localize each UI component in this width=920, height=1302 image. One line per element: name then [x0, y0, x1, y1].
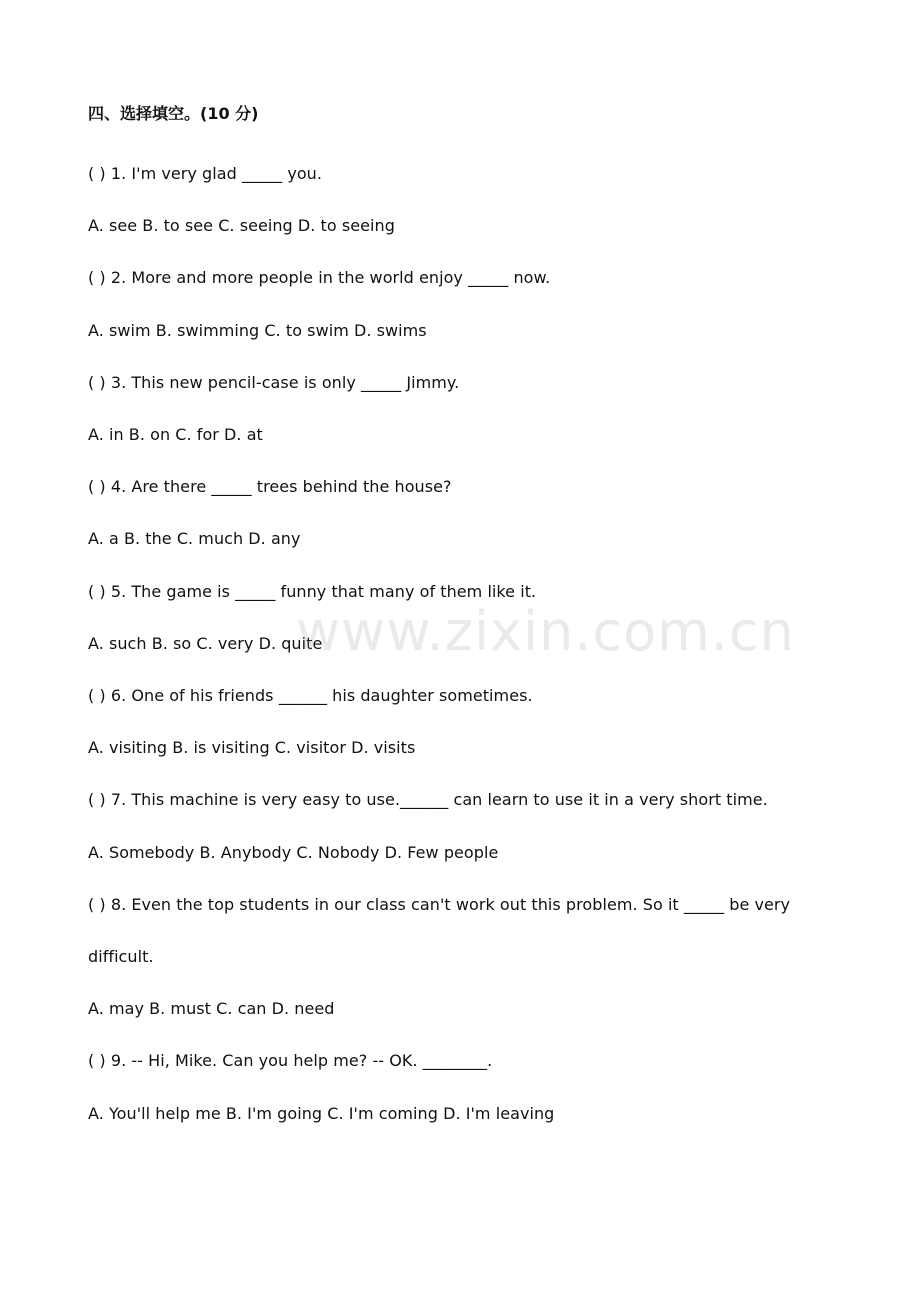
question-stem: ( ) 8. Even the top students in our class can't work out this problem. So it _____ be very difficult.	[88, 894, 791, 967]
question-options: A. Somebody B. Anybody C. Nobody D. Few people	[88, 842, 499, 862]
question-options: A. in B. on C. for D. at	[88, 425, 263, 445]
question-options: A. such B. so C. very D. quite	[88, 633, 323, 653]
question-options: A. visiting B. is visiting C. visitor D. visits	[88, 738, 416, 758]
section-heading: 四、选择填空。(10 分)	[88, 104, 259, 123]
question-stem: ( ) 6. One of his friends ______ his daughter sometimes.	[88, 686, 533, 706]
question-stem: ( ) 7. This machine is very easy to use.______ can learn to use it in a very short time.	[88, 790, 768, 810]
question-stem: ( ) 1. I'm very glad _____ you.	[88, 164, 323, 183]
question-stem: ( ) 4. Are there _____ trees behind the house?	[88, 477, 452, 497]
question-stem: ( ) 5. The game is _____ funny that many of them like it.	[88, 581, 537, 601]
question-options: A. a B. the C. much D. any	[88, 529, 301, 549]
question-stem: ( ) 3. This new pencil-case is only _____ Jimmy.	[88, 372, 460, 392]
question-options: A. may B. must C. can D. need	[88, 999, 335, 1019]
question-stem: ( ) 2. More and more people in the world enjoy _____ now.	[88, 268, 551, 288]
watermark: www.zixin.com.cn	[296, 600, 795, 663]
question-options: A. swim B. swimming C. to swim D. swims	[88, 320, 427, 340]
question-stem: ( ) 9. -- Hi, Mike. Can you help me? -- OK. ________.	[88, 1051, 493, 1071]
exercise-section	[88, 96, 838, 1140]
question-options: A. see B. to see C. seeing D. to seeing	[88, 216, 395, 236]
question-options: A. You'll help me B. I'm going C. I'm coming D. I'm leaving	[88, 1103, 555, 1123]
